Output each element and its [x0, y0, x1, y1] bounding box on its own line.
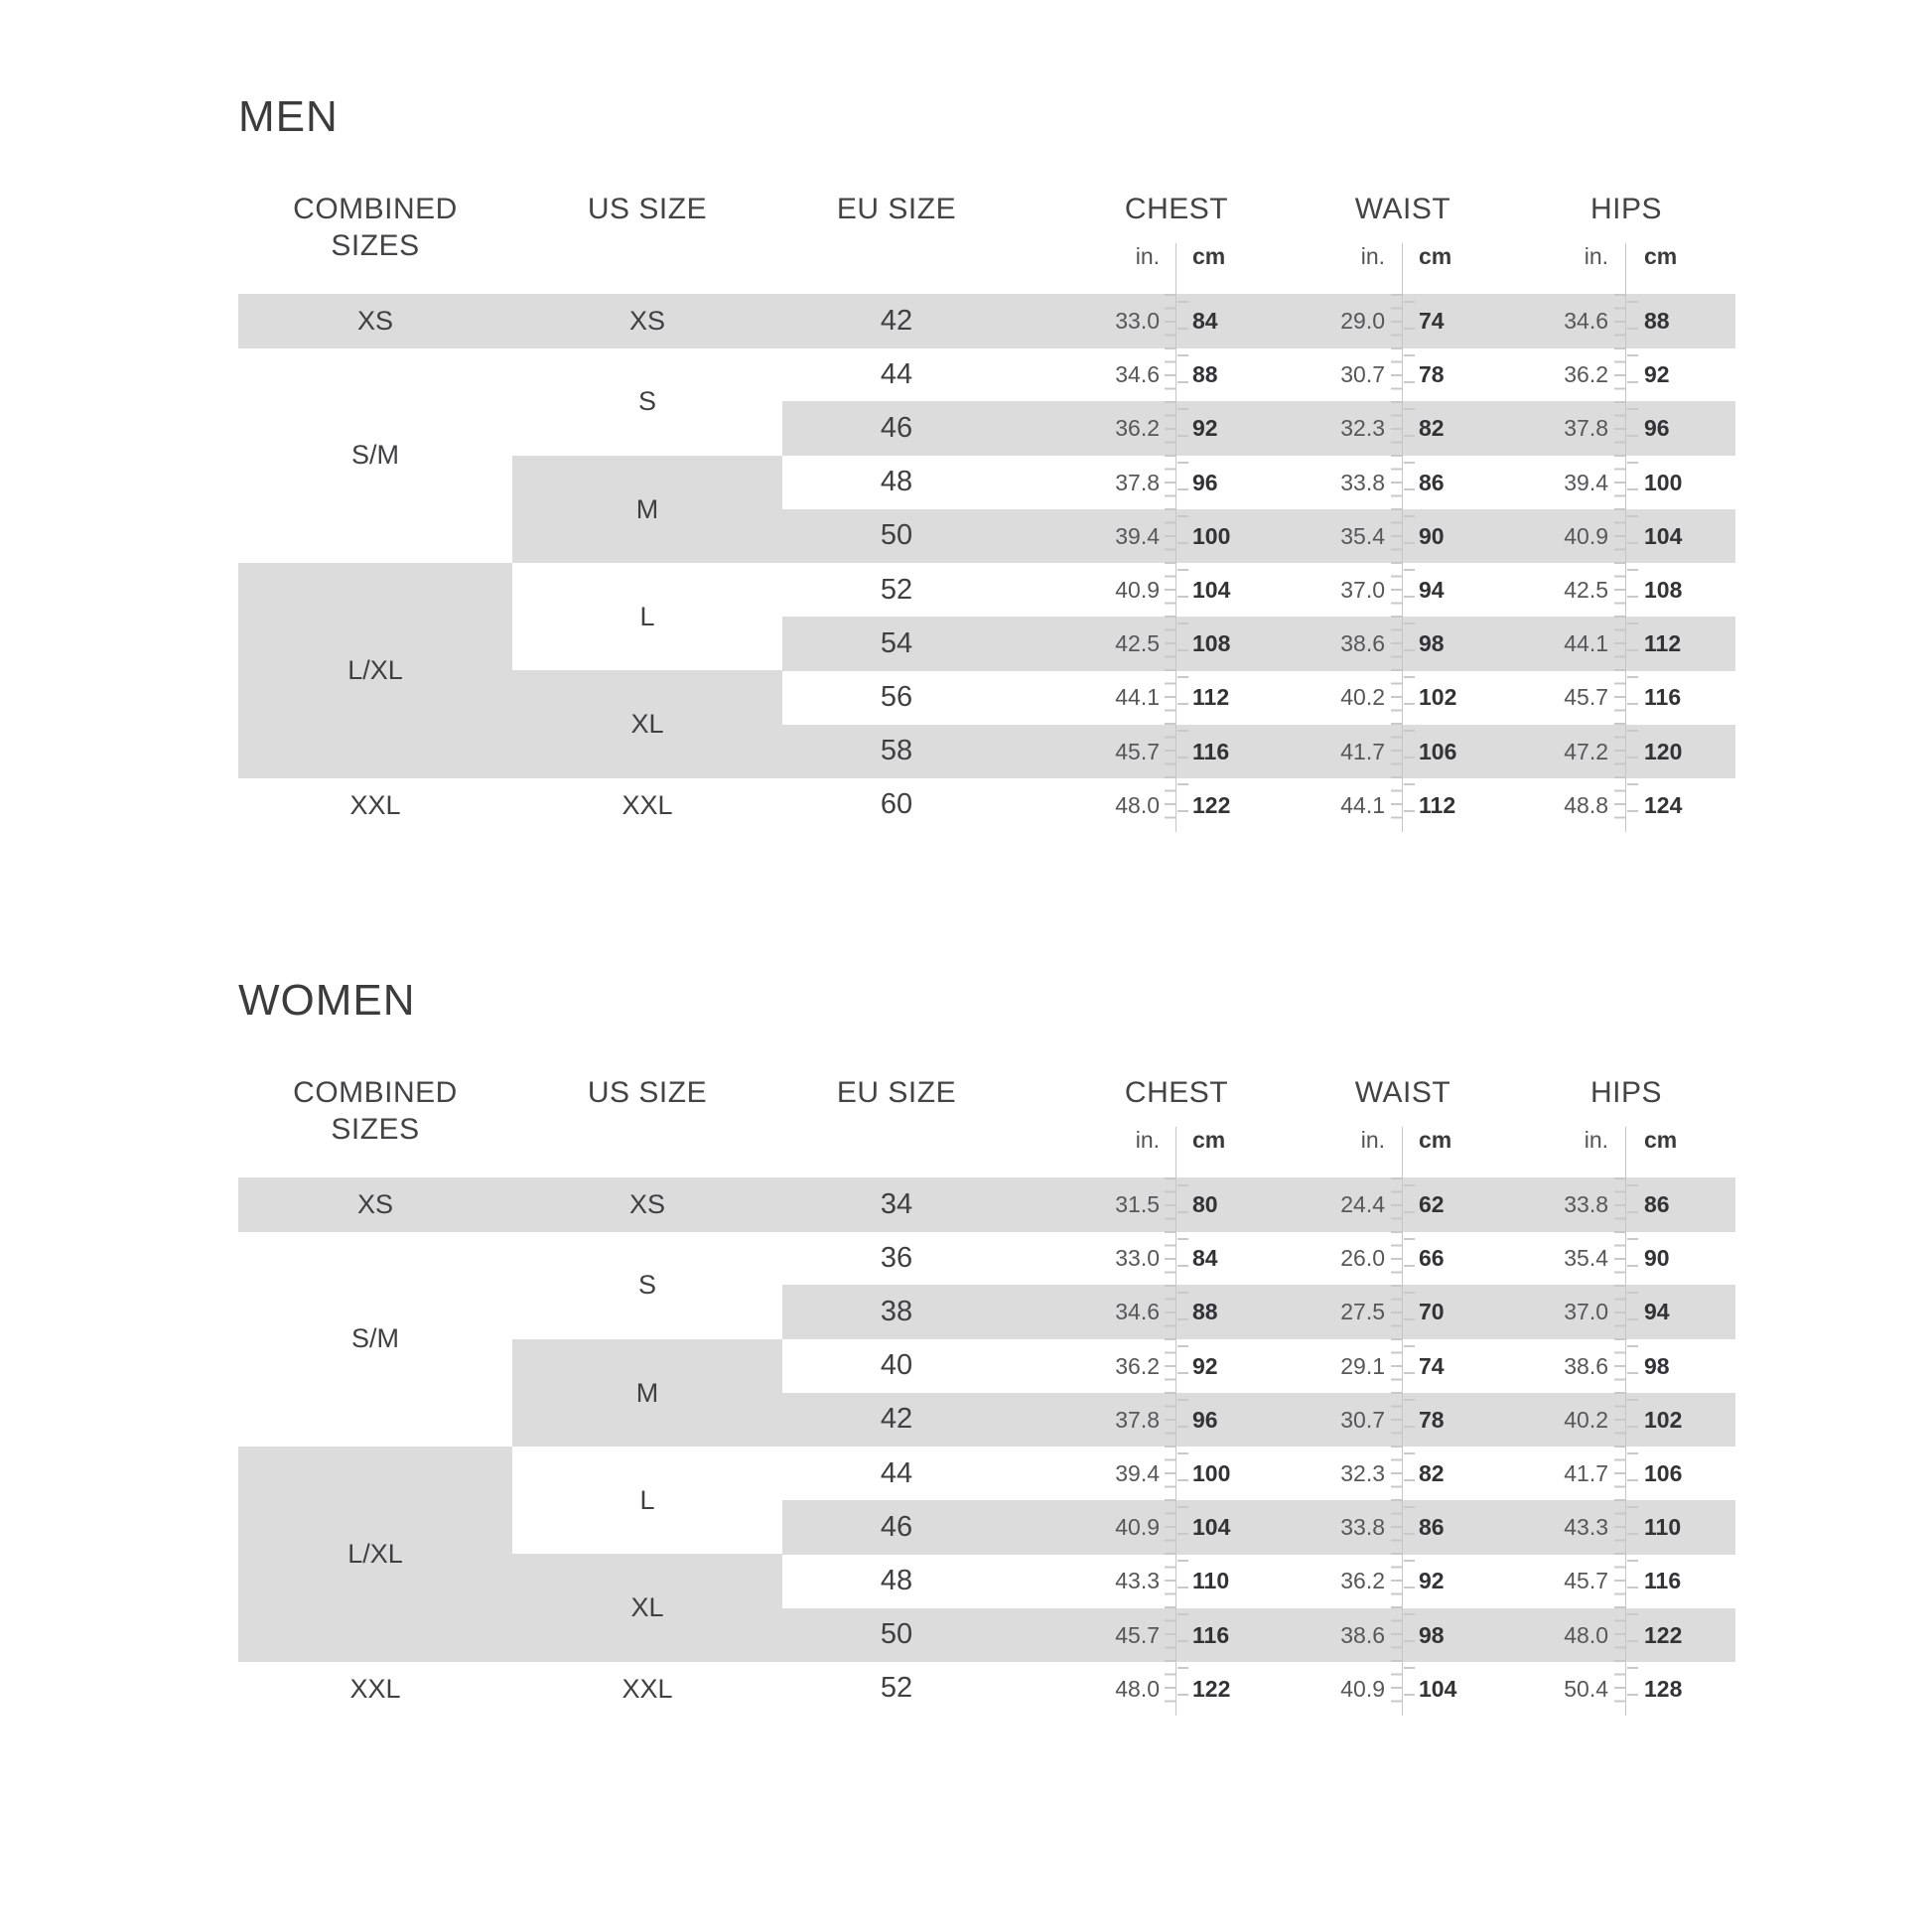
women-size-table — [0, 884, 1932, 1757]
hips-unit-in: in. — [1584, 243, 1608, 269]
waist-cm-value: 78 — [1419, 361, 1445, 388]
waist-cm-value: 70 — [1419, 1299, 1445, 1325]
waist-cm-value: 104 — [1419, 1675, 1457, 1702]
waist-ruler-divider — [1390, 1127, 1416, 1716]
waist-cm-value: 82 — [1419, 1460, 1445, 1486]
waist-in-value: 32.3 — [1340, 1460, 1385, 1486]
chest-ruler-divider — [1164, 243, 1189, 832]
waist-in-value: 38.6 — [1340, 630, 1385, 657]
combined-size-cell — [238, 347, 512, 563]
us-size-cell — [512, 670, 782, 778]
men-size-table — [0, 0, 1932, 874]
combined-size-label: XS — [356, 1188, 394, 1219]
hips-in-value: 41.7 — [1564, 1460, 1608, 1486]
hips-in-value: 37.0 — [1564, 1299, 1608, 1325]
ruler-ticks — [1614, 1177, 1625, 1714]
table-title: MEN — [238, 92, 339, 141]
column-header-hips: HIPS — [1589, 1076, 1663, 1109]
column-header-hips: HIPS — [1589, 193, 1663, 225]
hips-cm-value: 104 — [1644, 522, 1683, 549]
combined-header-line2: SIZES — [331, 1113, 420, 1146]
eu-size-value: 38 — [880, 1295, 913, 1327]
waist-cm-value: 90 — [1419, 522, 1445, 549]
eu-size-value: 48 — [880, 1564, 913, 1596]
chest-cm-value: 100 — [1192, 1460, 1231, 1486]
waist-unit-cm: cm — [1419, 243, 1452, 269]
ruler-line — [1175, 243, 1176, 832]
column-header-combined-sizes — [261, 1074, 489, 1148]
chest-in-value: 31.5 — [1115, 1191, 1160, 1217]
ruler-ticks — [1614, 294, 1625, 830]
ruler-ticks — [1165, 1177, 1175, 1714]
hips-cm-value: 110 — [1644, 1514, 1682, 1541]
waist-in-value: 24.4 — [1340, 1191, 1385, 1217]
chest-in-value: 39.4 — [1115, 1460, 1160, 1486]
hips-in-value: 37.8 — [1564, 415, 1608, 442]
ruler-line — [1402, 1127, 1403, 1716]
waist-in-value: 30.7 — [1340, 361, 1385, 388]
chest-in-value: 36.2 — [1115, 1352, 1160, 1379]
eu-size-value: 52 — [880, 1672, 913, 1705]
waist-in-value: 37.0 — [1340, 577, 1385, 603]
waist-in-value: 27.5 — [1340, 1299, 1385, 1325]
column-header-eu-size: EU SIZE — [836, 1076, 957, 1109]
hips-cm-value: 102 — [1644, 1406, 1683, 1433]
eu-size-value: 34 — [880, 1187, 913, 1220]
combined-size-cell — [238, 294, 512, 348]
us-size-label: XXL — [621, 1673, 673, 1704]
eu-size-value: 50 — [880, 519, 913, 552]
us-size-label: XXL — [621, 789, 673, 820]
hips-cm-value: 124 — [1644, 791, 1683, 818]
us-size-label: XS — [628, 305, 666, 336]
hips-in-value: 36.2 — [1564, 361, 1608, 388]
waist-cm-value: 112 — [1419, 791, 1456, 818]
us-size-label: XL — [630, 1592, 664, 1623]
us-size-label: L — [639, 1484, 655, 1515]
waist-cm-value: 86 — [1419, 1514, 1445, 1541]
chest-cm-value: 84 — [1192, 308, 1218, 334]
us-size-cell — [512, 1339, 782, 1448]
combined-size-label: S/M — [350, 1323, 399, 1354]
ruler-ticks — [1165, 294, 1175, 830]
hips-in-value: 48.0 — [1564, 1621, 1608, 1648]
waist-in-value: 33.8 — [1340, 469, 1385, 495]
chest-unit-in: in. — [1135, 1127, 1160, 1153]
us-size-label: M — [635, 1377, 659, 1408]
hips-in-value: 38.6 — [1564, 1352, 1608, 1379]
us-size-cell — [512, 1554, 782, 1662]
hips-cm-value: 98 — [1644, 1352, 1670, 1379]
chest-in-value: 34.6 — [1115, 1299, 1160, 1325]
combined-header-line2: SIZES — [331, 229, 420, 262]
chest-cm-value: 108 — [1192, 630, 1231, 657]
us-size-cell — [512, 347, 782, 456]
ruler-ticks — [1627, 1184, 1638, 1714]
table-title: WOMEN — [238, 976, 416, 1025]
combined-size-label: S/M — [350, 440, 399, 471]
chest-cm-value: 122 — [1192, 791, 1231, 818]
combined-size-label: L/XL — [347, 1539, 403, 1570]
chest-in-value: 40.9 — [1115, 1514, 1160, 1541]
hips-ruler-divider — [1613, 243, 1639, 832]
chest-in-value: 39.4 — [1115, 522, 1160, 549]
waist-in-value: 38.6 — [1340, 1621, 1385, 1648]
hips-cm-value: 128 — [1644, 1675, 1683, 1702]
waist-in-value: 41.7 — [1340, 738, 1385, 764]
us-size-label: S — [637, 1270, 656, 1301]
ruler-line — [1625, 243, 1626, 832]
hips-cm-value: 96 — [1644, 415, 1670, 442]
waist-in-value: 35.4 — [1340, 522, 1385, 549]
ruler-ticks — [1391, 294, 1402, 830]
waist-cm-value: 62 — [1419, 1191, 1445, 1217]
column-header-combined-sizes — [261, 191, 489, 264]
waist-cm-value: 94 — [1419, 577, 1445, 603]
chest-cm-value: 104 — [1192, 1514, 1231, 1541]
waist-in-value: 32.3 — [1340, 415, 1385, 442]
waist-unit-in: in. — [1360, 243, 1385, 269]
waist-in-value: 33.8 — [1340, 1514, 1385, 1541]
chest-cm-value: 116 — [1192, 738, 1230, 764]
combined-size-cell — [238, 1231, 512, 1447]
eu-size-value: 54 — [880, 626, 913, 659]
ruler-line — [1625, 1127, 1626, 1716]
chest-cm-value: 80 — [1192, 1191, 1218, 1217]
waist-cm-value: 74 — [1419, 308, 1445, 334]
us-size-cell — [512, 563, 782, 671]
eu-size-value: 42 — [880, 1403, 913, 1436]
ruler-line — [1402, 243, 1403, 832]
column-header-eu-size: EU SIZE — [836, 193, 957, 225]
eu-size-value: 36 — [880, 1241, 913, 1274]
chest-in-value: 43.3 — [1115, 1568, 1160, 1594]
eu-size-value: 60 — [880, 788, 913, 821]
chest-unit-cm: cm — [1192, 243, 1226, 269]
hips-in-value: 40.2 — [1564, 1406, 1608, 1433]
column-header-us-size: US SIZE — [587, 1076, 708, 1109]
waist-unit-cm: cm — [1419, 1127, 1452, 1153]
us-size-cell — [512, 294, 782, 348]
waist-in-value: 40.9 — [1340, 1675, 1385, 1702]
chest-in-value: 48.0 — [1115, 791, 1160, 818]
hips-cm-value: 112 — [1644, 630, 1682, 657]
chest-in-value: 42.5 — [1115, 630, 1160, 657]
hips-in-value: 50.4 — [1564, 1675, 1608, 1702]
chest-in-value: 48.0 — [1115, 1675, 1160, 1702]
hips-in-value: 47.2 — [1564, 738, 1608, 764]
us-size-label: XL — [630, 709, 664, 740]
us-size-cell — [512, 1662, 782, 1717]
waist-cm-value: 74 — [1419, 1352, 1445, 1379]
hips-in-value: 33.8 — [1564, 1191, 1608, 1217]
us-size-cell — [512, 778, 782, 833]
waist-in-value: 26.0 — [1340, 1245, 1385, 1272]
combined-size-label: L/XL — [347, 655, 403, 686]
hips-cm-value: 116 — [1644, 1568, 1682, 1594]
eu-size-value: 44 — [880, 357, 913, 390]
combined-size-label: XXL — [349, 1673, 401, 1704]
chest-in-value: 33.0 — [1115, 308, 1160, 334]
chest-in-value: 40.9 — [1115, 577, 1160, 603]
hips-in-value: 48.8 — [1564, 791, 1608, 818]
ruler-ticks — [1177, 1184, 1188, 1714]
hips-in-value: 34.6 — [1564, 308, 1608, 334]
combined-size-cell — [238, 1447, 512, 1662]
hips-in-value: 40.9 — [1564, 522, 1608, 549]
waist-cm-value: 98 — [1419, 630, 1445, 657]
combined-size-cell — [238, 778, 512, 833]
combined-size-label: XS — [356, 305, 394, 336]
chest-cm-value: 92 — [1192, 1352, 1218, 1379]
hips-cm-value: 86 — [1644, 1191, 1670, 1217]
hips-cm-value: 88 — [1644, 308, 1670, 334]
hips-cm-value: 122 — [1644, 1621, 1683, 1648]
chest-unit-cm: cm — [1192, 1127, 1226, 1153]
waist-cm-value: 106 — [1419, 738, 1457, 764]
hips-in-value: 44.1 — [1564, 630, 1608, 657]
combined-size-cell — [238, 1177, 512, 1232]
hips-in-value: 45.7 — [1564, 684, 1608, 711]
waist-in-value: 30.7 — [1340, 1406, 1385, 1433]
chest-in-value: 36.2 — [1115, 415, 1160, 442]
waist-cm-value: 86 — [1419, 469, 1445, 495]
chest-cm-value: 100 — [1192, 522, 1231, 549]
column-header-waist: WAIST — [1354, 193, 1451, 225]
us-size-cell — [512, 1177, 782, 1232]
hips-cm-value: 120 — [1644, 738, 1683, 764]
chest-cm-value: 104 — [1192, 577, 1231, 603]
ruler-ticks — [1404, 301, 1415, 830]
waist-cm-value: 102 — [1419, 684, 1457, 711]
column-header-chest: CHEST — [1124, 1076, 1229, 1109]
us-size-label: XS — [628, 1188, 666, 1219]
combined-size-label: XXL — [349, 789, 401, 820]
hips-unit-cm: cm — [1644, 1127, 1678, 1153]
us-size-label: S — [637, 386, 656, 417]
us-size-label: L — [639, 601, 655, 631]
chest-in-value: 34.6 — [1115, 361, 1160, 388]
chest-in-value: 37.8 — [1115, 1406, 1160, 1433]
eu-size-value: 48 — [880, 466, 913, 498]
hips-cm-value: 92 — [1644, 361, 1670, 388]
waist-cm-value: 78 — [1419, 1406, 1445, 1433]
waist-cm-value: 92 — [1419, 1568, 1445, 1594]
chest-in-value: 37.8 — [1115, 469, 1160, 495]
column-header-chest: CHEST — [1124, 193, 1229, 225]
eu-size-value: 40 — [880, 1349, 913, 1382]
eu-size-value: 42 — [880, 304, 913, 337]
chest-cm-value: 84 — [1192, 1245, 1218, 1272]
us-size-label: M — [635, 493, 659, 524]
chest-cm-value: 112 — [1192, 684, 1230, 711]
waist-cm-value: 82 — [1419, 415, 1445, 442]
hips-unit-in: in. — [1584, 1127, 1608, 1153]
chest-cm-value: 96 — [1192, 469, 1218, 495]
waist-ruler-divider — [1390, 243, 1416, 832]
hips-unit-cm: cm — [1644, 243, 1678, 269]
hips-ruler-divider — [1613, 1127, 1639, 1716]
ruler-ticks — [1391, 1177, 1402, 1714]
chest-cm-value: 122 — [1192, 1675, 1231, 1702]
hips-in-value: 42.5 — [1564, 577, 1608, 603]
waist-in-value: 29.0 — [1340, 308, 1385, 334]
chest-in-value: 33.0 — [1115, 1245, 1160, 1272]
eu-size-value: 50 — [880, 1618, 913, 1651]
us-size-cell — [512, 1231, 782, 1339]
hips-in-value: 43.3 — [1564, 1514, 1608, 1541]
waist-in-value: 29.1 — [1340, 1352, 1385, 1379]
waist-unit-in: in. — [1360, 1127, 1385, 1153]
hips-in-value: 39.4 — [1564, 469, 1608, 495]
chest-in-value: 45.7 — [1115, 1621, 1160, 1648]
combined-header-line1: COMBINED — [293, 193, 458, 225]
column-header-waist: WAIST — [1354, 1076, 1451, 1109]
chest-cm-value: 116 — [1192, 1621, 1230, 1648]
chest-unit-in: in. — [1135, 243, 1160, 269]
ruler-ticks — [1177, 301, 1188, 830]
ruler-ticks — [1404, 1184, 1415, 1714]
chest-cm-value: 92 — [1192, 415, 1218, 442]
combined-header-line1: COMBINED — [293, 1076, 458, 1109]
eu-size-value: 56 — [880, 680, 913, 713]
us-size-cell — [512, 1447, 782, 1555]
us-size-cell — [512, 456, 782, 564]
hips-cm-value: 108 — [1644, 577, 1683, 603]
hips-in-value: 35.4 — [1564, 1245, 1608, 1272]
hips-cm-value: 116 — [1644, 684, 1682, 711]
waist-in-value: 40.2 — [1340, 684, 1385, 711]
eu-size-value: 58 — [880, 735, 913, 767]
eu-size-value: 52 — [880, 573, 913, 606]
column-header-us-size: US SIZE — [587, 193, 708, 225]
waist-cm-value: 98 — [1419, 1621, 1445, 1648]
combined-size-cell — [238, 1662, 512, 1717]
chest-cm-value: 110 — [1192, 1568, 1230, 1594]
chest-ruler-divider — [1164, 1127, 1189, 1716]
combined-size-cell — [238, 563, 512, 778]
eu-size-value: 44 — [880, 1456, 913, 1489]
waist-cm-value: 66 — [1419, 1245, 1445, 1272]
hips-cm-value: 90 — [1644, 1245, 1670, 1272]
waist-in-value: 44.1 — [1340, 791, 1385, 818]
chest-cm-value: 88 — [1192, 1299, 1218, 1325]
hips-cm-value: 106 — [1644, 1460, 1683, 1486]
waist-in-value: 36.2 — [1340, 1568, 1385, 1594]
eu-size-value: 46 — [880, 1510, 913, 1543]
eu-size-value: 46 — [880, 411, 913, 444]
chest-in-value: 45.7 — [1115, 738, 1160, 764]
hips-in-value: 45.7 — [1564, 1568, 1608, 1594]
ruler-ticks — [1627, 301, 1638, 830]
chest-cm-value: 88 — [1192, 361, 1218, 388]
chest-in-value: 44.1 — [1115, 684, 1160, 711]
chest-cm-value: 96 — [1192, 1406, 1218, 1433]
ruler-line — [1175, 1127, 1176, 1716]
hips-cm-value: 100 — [1644, 469, 1683, 495]
hips-cm-value: 94 — [1644, 1299, 1670, 1325]
